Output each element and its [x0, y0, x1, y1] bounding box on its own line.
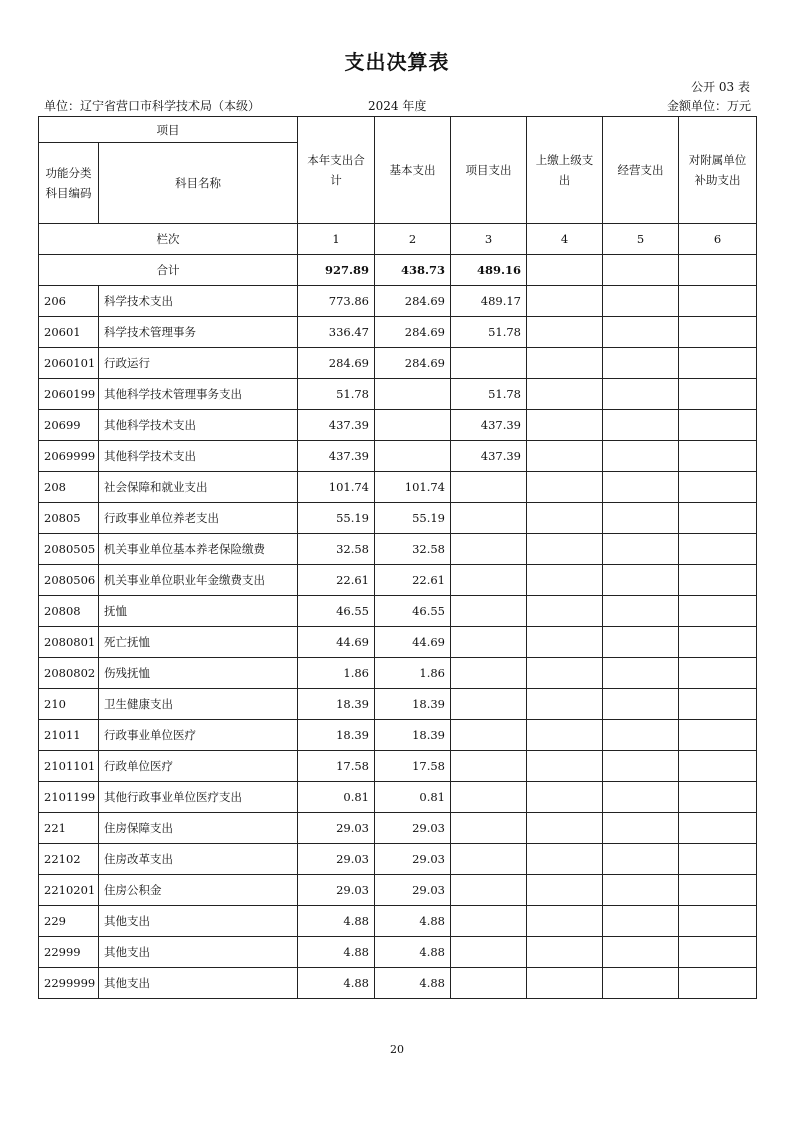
- cell-c5: [603, 627, 679, 658]
- cell-c5: [603, 937, 679, 968]
- cell-c3: [451, 875, 527, 906]
- cell-c3: [451, 534, 527, 565]
- cell-c4: [527, 906, 603, 937]
- header-n3: 3: [451, 224, 527, 255]
- cell-code: 22999: [39, 937, 99, 968]
- cell-code: 206: [39, 286, 99, 317]
- cell-c6: [679, 441, 757, 472]
- cell-c5: [603, 782, 679, 813]
- cell-code: 2101101: [39, 751, 99, 782]
- cell-code: 2101199: [39, 782, 99, 813]
- header-lanci: 栏次: [39, 224, 298, 255]
- cell-c2: 1.86: [375, 658, 451, 689]
- table-row: [39, 751, 757, 782]
- cell-c3: [451, 937, 527, 968]
- cell-c2: 29.03: [375, 875, 451, 906]
- cell-name: 机关事业单位职业年金缴费支出: [99, 565, 298, 596]
- cell-c1: 4.88: [298, 937, 375, 968]
- cell-c2: 18.39: [375, 689, 451, 720]
- cell-name: 其他科学技术管理事务支出: [99, 379, 298, 410]
- cell-c3: [451, 968, 527, 999]
- cell-c2: 29.03: [375, 813, 451, 844]
- cell-c6: [679, 503, 757, 534]
- cell-name: 住房改革支出: [99, 844, 298, 875]
- table-row: [39, 348, 757, 379]
- cell-name: 行政事业单位养老支出: [99, 503, 298, 534]
- table-row: [39, 503, 757, 534]
- header-col3: 项目支出: [451, 117, 527, 224]
- cell-c3: [451, 844, 527, 875]
- total-label: 合计: [39, 255, 298, 286]
- cell-c1: 773.86: [298, 286, 375, 317]
- cell-c3: [451, 565, 527, 596]
- cell-c6: [679, 410, 757, 441]
- cell-c2: 32.58: [375, 534, 451, 565]
- cell-c4: [527, 720, 603, 751]
- cell-c6: [679, 906, 757, 937]
- cell-c3: [451, 782, 527, 813]
- cell-name: 住房公积金: [99, 875, 298, 906]
- cell-code: 20808: [39, 596, 99, 627]
- cell-c4: [527, 286, 603, 317]
- cell-c2: 22.61: [375, 565, 451, 596]
- cell-c2: 55.19: [375, 503, 451, 534]
- cell-name: 抚恤: [99, 596, 298, 627]
- cell-c6: [679, 472, 757, 503]
- cell-c1: 4.88: [298, 968, 375, 999]
- header-project: 项目: [39, 117, 298, 143]
- table-row: [39, 937, 757, 968]
- cell-c4: [527, 627, 603, 658]
- cell-c1: 4.88: [298, 906, 375, 937]
- cell-c3: 51.78: [451, 379, 527, 410]
- cell-code: 221: [39, 813, 99, 844]
- cell-name: 科学技术支出: [99, 286, 298, 317]
- cell-c1: 17.58: [298, 751, 375, 782]
- cell-c2: [375, 379, 451, 410]
- meta-line: [44, 97, 751, 113]
- table-row: [39, 906, 757, 937]
- cell-c5: [603, 348, 679, 379]
- total-c4: [527, 255, 603, 286]
- table-row: [39, 565, 757, 596]
- cell-c3: [451, 596, 527, 627]
- cell-c5: [603, 875, 679, 906]
- cell-c6: [679, 813, 757, 844]
- cell-code: 229: [39, 906, 99, 937]
- cell-c1: 29.03: [298, 813, 375, 844]
- table-row: [39, 317, 757, 348]
- cell-c5: [603, 844, 679, 875]
- cell-c4: [527, 348, 603, 379]
- table-row: [39, 658, 757, 689]
- cell-c6: [679, 565, 757, 596]
- cell-c4: [527, 410, 603, 441]
- cell-c4: [527, 441, 603, 472]
- cell-c6: [679, 596, 757, 627]
- cell-c1: 1.86: [298, 658, 375, 689]
- cell-c6: [679, 286, 757, 317]
- cell-c4: [527, 689, 603, 720]
- cell-c5: [603, 441, 679, 472]
- cell-c3: [451, 689, 527, 720]
- cell-c6: [679, 658, 757, 689]
- cell-c5: [603, 565, 679, 596]
- cell-c2: [375, 410, 451, 441]
- cell-c6: [679, 782, 757, 813]
- cell-name: 行政单位医疗: [99, 751, 298, 782]
- cell-c4: [527, 751, 603, 782]
- page-number: 20: [390, 1043, 404, 1056]
- cell-name: 卫生健康支出: [99, 689, 298, 720]
- form-code: 公开 03 表: [691, 80, 750, 94]
- cell-c2: 284.69: [375, 317, 451, 348]
- cell-code: 2299999: [39, 968, 99, 999]
- cell-c4: [527, 813, 603, 844]
- cell-c1: 32.58: [298, 534, 375, 565]
- table-row: [39, 379, 757, 410]
- total-c2: 438.73: [375, 255, 451, 286]
- header-col1: 本年支出合计: [298, 117, 375, 224]
- cell-c5: [603, 534, 679, 565]
- cell-c6: [679, 937, 757, 968]
- cell-c2: 284.69: [375, 348, 451, 379]
- cell-c5: [603, 968, 679, 999]
- cell-code: 21011: [39, 720, 99, 751]
- page-title: 支出决算表: [344, 50, 450, 74]
- table-row: [39, 410, 757, 441]
- cell-c5: [603, 317, 679, 348]
- cell-code: 2080505: [39, 534, 99, 565]
- cell-name: 机关事业单位基本养老保险缴费: [99, 534, 298, 565]
- cell-code: 208: [39, 472, 99, 503]
- cell-c4: [527, 596, 603, 627]
- cell-c3: [451, 906, 527, 937]
- table-row: [39, 472, 757, 503]
- cell-c2: [375, 441, 451, 472]
- cell-name: 其他支出: [99, 937, 298, 968]
- expenditure-table: [38, 116, 757, 999]
- cell-c2: 18.39: [375, 720, 451, 751]
- total-row: [39, 255, 757, 286]
- table-row: [39, 441, 757, 472]
- cell-c2: 0.81: [375, 782, 451, 813]
- cell-c6: [679, 844, 757, 875]
- cell-c1: 29.03: [298, 875, 375, 906]
- cell-c3: [451, 751, 527, 782]
- cell-c2: 4.88: [375, 968, 451, 999]
- cell-c1: 101.74: [298, 472, 375, 503]
- cell-c1: 0.81: [298, 782, 375, 813]
- table-row: [39, 534, 757, 565]
- cell-code: 2080506: [39, 565, 99, 596]
- header-code: 功能分类科目编码: [39, 143, 99, 224]
- cell-c5: [603, 472, 679, 503]
- cell-c6: [679, 348, 757, 379]
- cell-c3: [451, 472, 527, 503]
- table-row: [39, 689, 757, 720]
- total-c3: 489.16: [451, 255, 527, 286]
- cell-c1: 18.39: [298, 689, 375, 720]
- cell-name: 其他行政事业单位医疗支出: [99, 782, 298, 813]
- cell-c5: [603, 720, 679, 751]
- cell-code: 2210201: [39, 875, 99, 906]
- cell-c1: 437.39: [298, 410, 375, 441]
- cell-c3: [451, 348, 527, 379]
- cell-c4: [527, 503, 603, 534]
- cell-code: 20601: [39, 317, 99, 348]
- cell-code: 2080802: [39, 658, 99, 689]
- cell-c5: [603, 689, 679, 720]
- cell-name: 行政运行: [99, 348, 298, 379]
- table-row: [39, 813, 757, 844]
- table-row: [39, 596, 757, 627]
- cell-c1: 336.47: [298, 317, 375, 348]
- cell-code: 210: [39, 689, 99, 720]
- header-col5: 经营支出: [603, 117, 679, 224]
- cell-code: 22102: [39, 844, 99, 875]
- cell-c1: 46.55: [298, 596, 375, 627]
- cell-c4: [527, 782, 603, 813]
- cell-name: 住房保障支出: [99, 813, 298, 844]
- cell-name: 其他科学技术支出: [99, 441, 298, 472]
- cell-name: 其他科学技术支出: [99, 410, 298, 441]
- cell-name: 科学技术管理事务: [99, 317, 298, 348]
- cell-c6: [679, 534, 757, 565]
- cell-c4: [527, 937, 603, 968]
- cell-c4: [527, 658, 603, 689]
- cell-c4: [527, 844, 603, 875]
- cell-c4: [527, 875, 603, 906]
- cell-c1: 437.39: [298, 441, 375, 472]
- total-c6: [679, 255, 757, 286]
- cell-c1: 55.19: [298, 503, 375, 534]
- header-n4: 4: [527, 224, 603, 255]
- cell-name: 行政事业单位医疗: [99, 720, 298, 751]
- header-n2: 2: [375, 224, 451, 255]
- cell-c1: 51.78: [298, 379, 375, 410]
- cell-c4: [527, 534, 603, 565]
- cell-code: 2069999: [39, 441, 99, 472]
- cell-c6: [679, 751, 757, 782]
- total-c5: [603, 255, 679, 286]
- cell-c1: 284.69: [298, 348, 375, 379]
- cell-c3: [451, 813, 527, 844]
- cell-c1: 22.61: [298, 565, 375, 596]
- money-unit-label: 金额单位：万元: [666, 99, 751, 113]
- table-row: [39, 286, 757, 317]
- total-c1: 927.89: [298, 255, 375, 286]
- header-col6: 对附属单位补助支出: [679, 117, 757, 224]
- cell-c6: [679, 689, 757, 720]
- cell-c5: [603, 751, 679, 782]
- cell-c4: [527, 379, 603, 410]
- cell-c2: 101.74: [375, 472, 451, 503]
- cell-c4: [527, 317, 603, 348]
- cell-c1: 29.03: [298, 844, 375, 875]
- cell-code: 2060199: [39, 379, 99, 410]
- cell-name: 其他支出: [99, 968, 298, 999]
- cell-c4: [527, 472, 603, 503]
- cell-c6: [679, 720, 757, 751]
- cell-c5: [603, 906, 679, 937]
- cell-c5: [603, 813, 679, 844]
- cell-c3: 489.17: [451, 286, 527, 317]
- cell-c2: 284.69: [375, 286, 451, 317]
- cell-c2: 4.88: [375, 906, 451, 937]
- cell-c5: [603, 286, 679, 317]
- table-row: [39, 782, 757, 813]
- header-n5: 5: [603, 224, 679, 255]
- cell-name: 社会保障和就业支出: [99, 472, 298, 503]
- cell-c2: 4.88: [375, 937, 451, 968]
- cell-c6: [679, 627, 757, 658]
- cell-c3: 51.78: [451, 317, 527, 348]
- header-col4: 上缴上级支出: [527, 117, 603, 224]
- cell-name: 其他支出: [99, 906, 298, 937]
- cell-c5: [603, 503, 679, 534]
- cell-c3: [451, 627, 527, 658]
- cell-c3: [451, 720, 527, 751]
- cell-c5: [603, 596, 679, 627]
- year-label: 2024 年度: [368, 99, 427, 113]
- header-n1: 1: [298, 224, 375, 255]
- table-row: [39, 875, 757, 906]
- cell-c3: 437.39: [451, 441, 527, 472]
- cell-c1: 44.69: [298, 627, 375, 658]
- cell-c3: 437.39: [451, 410, 527, 441]
- cell-c5: [603, 410, 679, 441]
- cell-c6: [679, 317, 757, 348]
- unit-label: 单位：辽宁省营口市科学技术局（本级）: [44, 99, 261, 113]
- cell-c1: 18.39: [298, 720, 375, 751]
- cell-c5: [603, 658, 679, 689]
- cell-code: 2080801: [39, 627, 99, 658]
- cell-c6: [679, 875, 757, 906]
- cell-c6: [679, 968, 757, 999]
- cell-c5: [603, 379, 679, 410]
- cell-code: 20699: [39, 410, 99, 441]
- cell-code: 20805: [39, 503, 99, 534]
- cell-c2: 29.03: [375, 844, 451, 875]
- cell-c2: 17.58: [375, 751, 451, 782]
- table-row: [39, 627, 757, 658]
- header-name: 科目名称: [99, 143, 298, 224]
- cell-code: 2060101: [39, 348, 99, 379]
- cell-c2: 46.55: [375, 596, 451, 627]
- cell-c6: [679, 379, 757, 410]
- cell-c3: [451, 658, 527, 689]
- cell-c4: [527, 565, 603, 596]
- table-row: [39, 844, 757, 875]
- header-col2: 基本支出: [375, 117, 451, 224]
- cell-c2: 44.69: [375, 627, 451, 658]
- cell-c4: [527, 968, 603, 999]
- cell-name: 伤残抚恤: [99, 658, 298, 689]
- header-n6: 6: [679, 224, 757, 255]
- table-row: [39, 720, 757, 751]
- cell-name: 死亡抚恤: [99, 627, 298, 658]
- cell-c3: [451, 503, 527, 534]
- table-row: [39, 968, 757, 999]
